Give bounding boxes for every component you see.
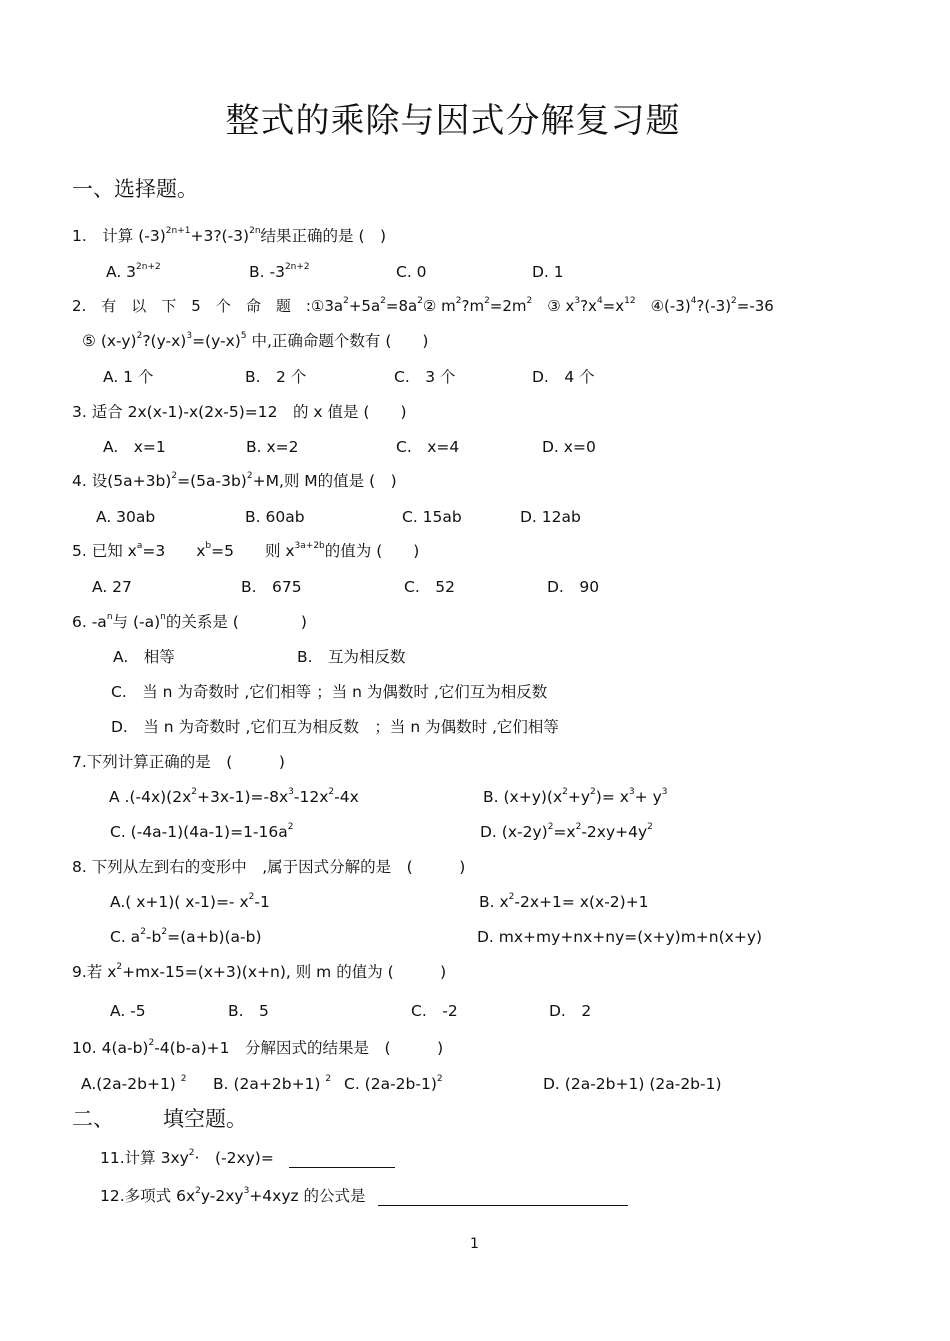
answer-blank-12[interactable] <box>378 1185 628 1206</box>
q1-option-b: B. $-3^{2n+2}$ <box>249 261 310 281</box>
page-number: 1 <box>470 1236 479 1252</box>
q4-option-a: A. 30ab <box>96 508 156 526</box>
q5-option-d: D. 90 <box>547 578 600 596</box>
q8-option-c: C. $a^2-b^2=(a+b)(a-b)$ <box>110 926 262 946</box>
q2-option-b: B. 2 个 <box>245 368 307 386</box>
q10-option-d: D. (2a-2b+1) (2a-2b-1) <box>543 1075 722 1093</box>
q3-option-a: A. x=1 <box>103 438 166 456</box>
q6-option-a: A. 相等 <box>113 648 175 666</box>
q10-option-a: A.(2a-2b+1) $^2$ <box>81 1073 187 1093</box>
q7-option-b: B. $(x+y)(x^2+y^2)= x^3+ y^3$ <box>483 786 668 806</box>
section-heading-fill: 填空题。 <box>163 1107 247 1131</box>
question-4: 4. 设$(5a+3b)^2=(5a-3b)^2+M$,则 M的值是 ( ) <box>72 470 397 490</box>
q5-option-a: A. 27 <box>92 578 132 596</box>
q10-option-c: C. $(2a-2b-1)^2$ <box>344 1073 443 1093</box>
q6-option-c: C. 当 n 为奇数时 ,它们相等 ；当 n 为偶数时 ,它们互为相反数 <box>111 683 548 701</box>
question-7: 7.下列计算正确的是 ( ) <box>72 753 285 771</box>
q5-option-b: B. 675 <box>241 578 302 596</box>
question-1: 1. 计算 $(-3)^{2n+1}+3?(-3)^{2n}$结果正确的是 ( ) <box>72 225 387 245</box>
question-2-line-2: ⑤ $(x-y)^2?(y-x)^3=(y-x)^5$ 中,正确命题个数有 ( ) <box>82 330 429 350</box>
question-9: 9.若 $x^2+mx-15=(x+3)(x+n)$, 则 m 的值为 ( ) <box>72 961 447 981</box>
q2-option-d: D. 4 个 <box>532 368 595 386</box>
q4-option-c: C. 15ab <box>402 508 462 526</box>
q6-option-d: D. 当 n 为奇数时 ,它们互为相反数 ；当 n 为偶数时 ,它们相等 <box>111 718 559 736</box>
q1-option-d: D. 1 <box>532 263 564 281</box>
question-11: 11.计算 $3xy^2\cdot$ (-2xy)= <box>100 1147 395 1168</box>
q4-option-b: B. 60ab <box>245 508 305 526</box>
q3-option-b: B. x=2 <box>246 438 299 456</box>
question-6: 6. $-a^n$与 $(-a)^n$的关系是 ( ) <box>72 611 307 631</box>
q3-option-d: D. x=0 <box>542 438 596 456</box>
question-3: 3. 适合 2x(x-1)-x(2x-5)=12 的 x 值是 ( ) <box>72 403 407 421</box>
page-title: 整式的乘除与因式分解复习题 <box>225 101 681 141</box>
q2-option-c: C. 3 个 <box>394 368 456 386</box>
q2-option-a: A. 1 个 <box>103 368 154 386</box>
section-heading-choice: 一、选择题。 <box>72 177 198 201</box>
q1-option-a: A. $3^{2n+2}$ <box>106 261 161 281</box>
q10-option-b: B. (2a+2b+1) $^2$ <box>213 1073 332 1093</box>
q6-option-b: B. 互为相反数 <box>297 648 406 666</box>
answer-blank-11[interactable] <box>289 1147 395 1168</box>
q7-option-d: D. $(x-2y)^2=x^2-2xy+4y^2$ <box>480 821 653 841</box>
q9-option-d: D. 2 <box>549 1002 592 1020</box>
question-2-line-1: 2. 有 以 下 5 个 命 题 $:①3a^2+5a^2=8a^2②$ $m^2?m^2=2m^2$ ③ $x^3?x^4=x^{12}$ $④(-3)^4?(-3)^2=-36$ <box>72 296 774 315</box>
q8-option-b: B. $x^2-2x+1= x(x-2)+1$ <box>479 891 649 911</box>
q9-option-c: C. -2 <box>411 1002 458 1020</box>
q3-option-c: C. x=4 <box>396 438 460 456</box>
question-8: 8. 下列从左到右的变形中 ,属于因式分解的是 ( ) <box>72 858 466 876</box>
question-10: 10. $4(a-b)^2-4(b-a)+1$ 分解因式的结果是 ( ) <box>72 1037 444 1057</box>
section-heading-fill-prefix: 二、 <box>72 1107 114 1131</box>
question-12: 12.多项式 $6x^2y-2xy^3+4xyz$ 的公式是 <box>100 1185 628 1206</box>
q5-option-c: C. 52 <box>404 578 455 596</box>
q4-option-d: D. 12ab <box>520 508 581 526</box>
q8-option-d: D. mx+my+nx+ny=(x+y)m+n(x+y) <box>477 928 763 946</box>
q7-option-c: C. $(-4a-1)(4a-1)=1-16a^2$ <box>110 821 294 841</box>
q7-option-a: A $.(-4x)(2x^2+3x-1)=-8x^3-12x^2-4x$ <box>109 786 359 806</box>
q9-option-b: B. 5 <box>228 1002 269 1020</box>
q1-option-c: C. 0 <box>396 263 427 281</box>
q9-option-a: A. -5 <box>110 1002 146 1020</box>
q8-option-a: A.( x+1)( x-1)=- $x^2-1$ <box>110 891 270 911</box>
question-5: 5. 已知 $x^a=3$ $x^b=5$ 则 $x^{3a+2b}$的值为 ( ) <box>72 540 420 560</box>
